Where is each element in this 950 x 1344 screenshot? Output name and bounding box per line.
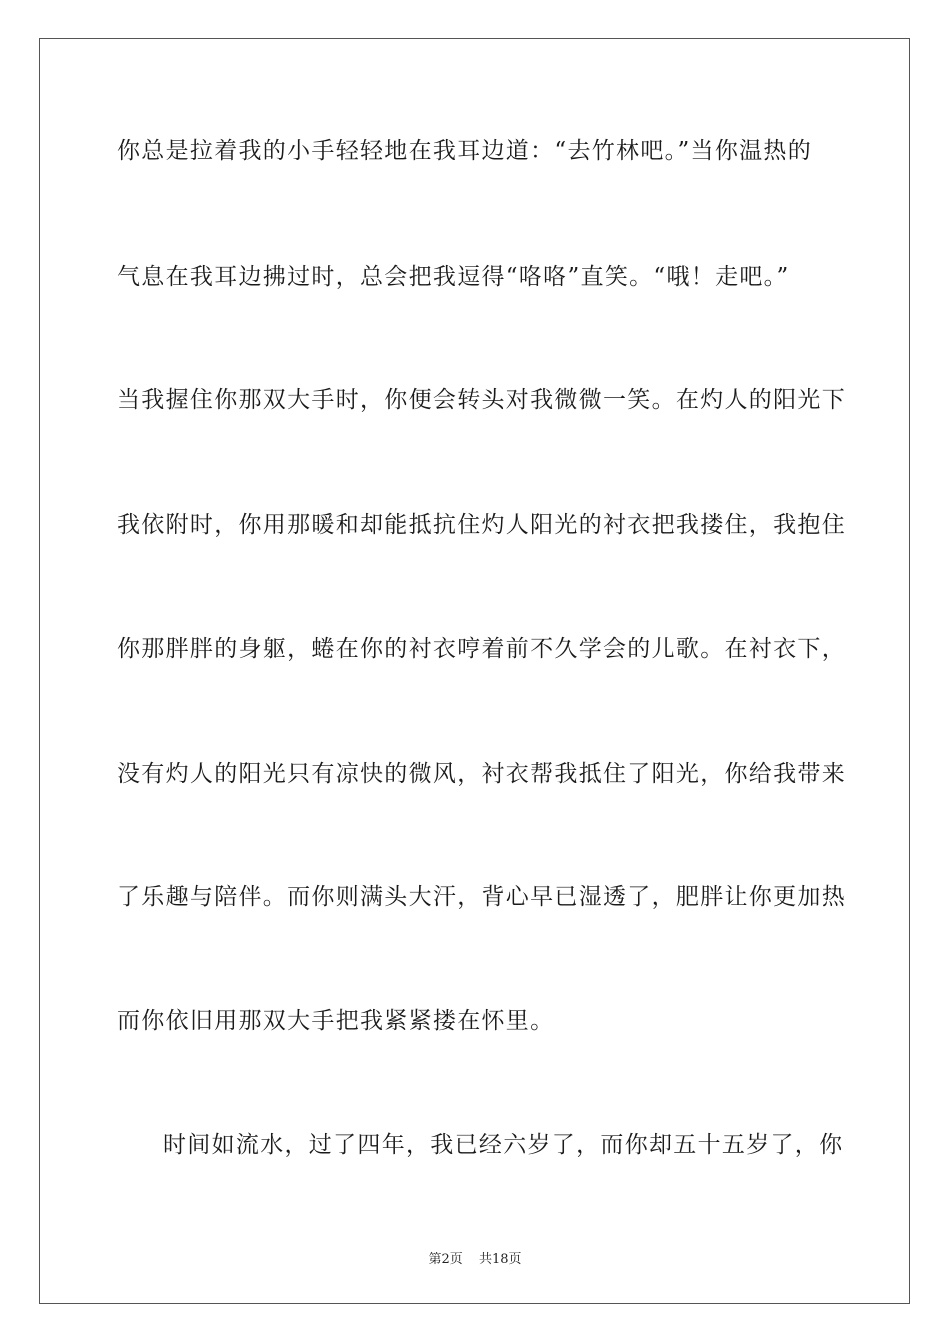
paragraph-line: 而你依旧用那双大手把我紧紧搂在怀里。	[117, 1008, 555, 1034]
paragraph-line: 我依附时，你用那暖和却能抵抗住灼人阳光的衬衣把我搂住，我抱住	[117, 512, 846, 538]
paragraph-line: 当我握住你那双大手时，你便会转头对我微微一笑。在灼人的阳光下	[117, 387, 846, 413]
total-pages-label: 共18页	[478, 1252, 522, 1267]
current-page-label: 第2页	[428, 1252, 463, 1267]
paragraph-line-indented: 时间如流水，过了四年，我已经六岁了，而你却五十五岁了，你	[163, 1132, 844, 1158]
page-footer	[0, 1248, 950, 1267]
paragraph-line: 你总是拉着我的小手轻轻地在我耳边道：“去竹林吧。”当你温热的	[117, 138, 813, 164]
paragraph-line: 你那胖胖的身躯，蜷在你的衬衣哼着前不久学会的儿歌。在衬衣下，	[117, 636, 846, 662]
page-border	[39, 38, 910, 1304]
paragraph-line: 了乐趣与陪伴。而你则满头大汗，背心早已湿透了，肥胖让你更加热	[117, 884, 846, 910]
paragraph-line: 没有灼人的阳光只有凉快的微风，衬衣帮我抵住了阳光，你给我带来	[117, 761, 846, 787]
paragraph-line: 气息在我耳边拂过时，总会把我逗得“咯咯”直笑。“哦！走吧。”	[117, 264, 790, 290]
